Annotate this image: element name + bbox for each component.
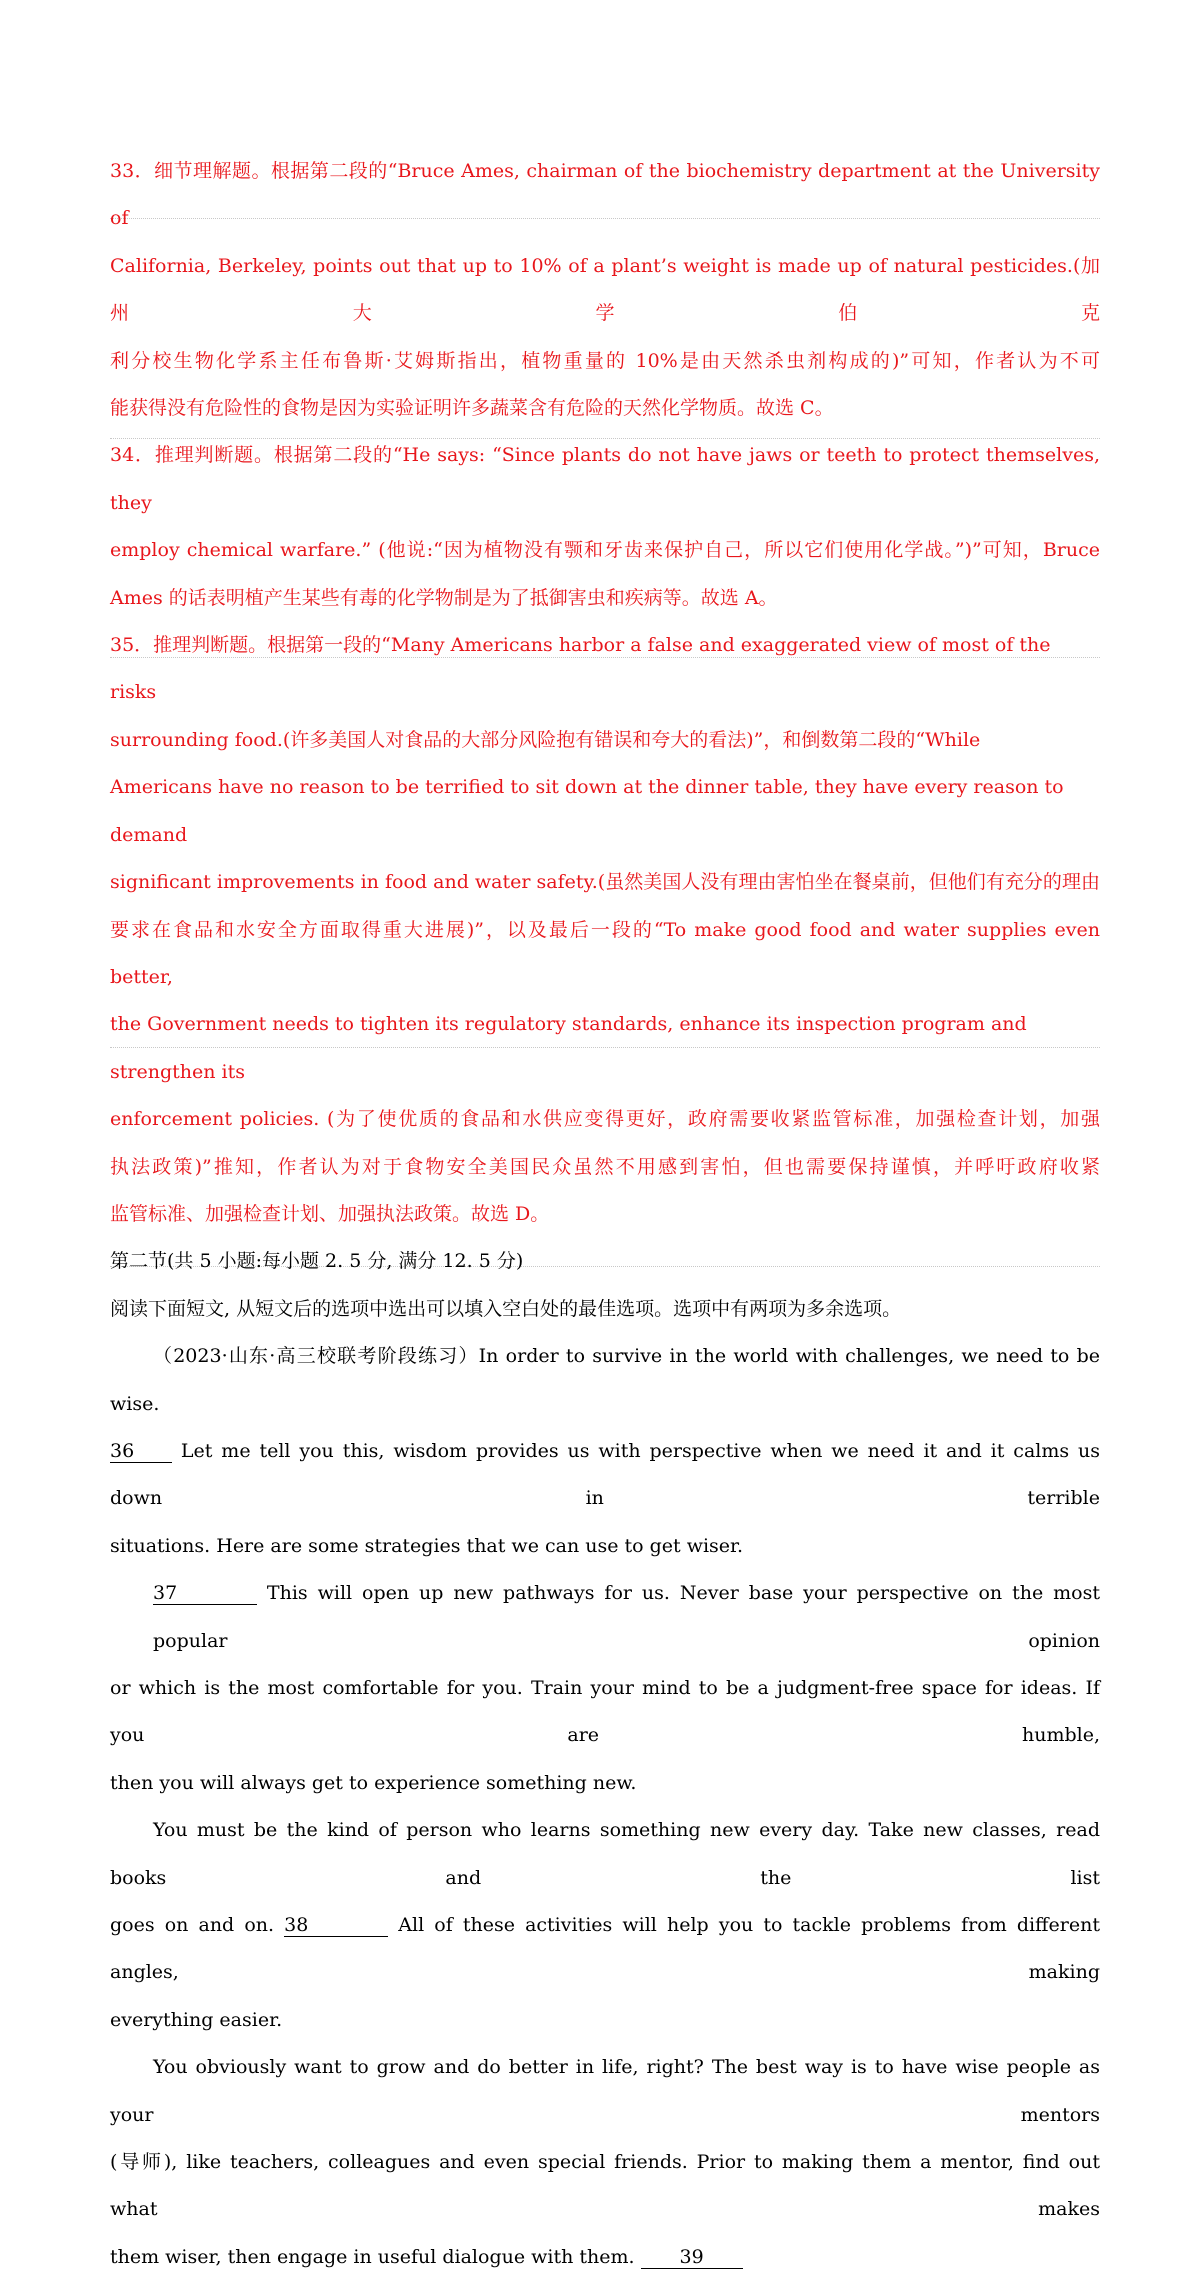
text-line: 35．推理判断题。根据第一段的“Many Americans harbor a false and exaggerated view of most of the risks bbox=[110, 634, 1051, 704]
passage-line: (导师), like teachers, colleagues and even special friends. Prior to making them a mentor, find out what makes bbox=[110, 2151, 1100, 2221]
text-line: 要求在食品和水安全方面取得重大进展)”，以及最后一段的“To make good food and water supplies even better, bbox=[110, 918, 1100, 988]
passage-line bbox=[110, 1902, 1100, 1997]
passage-line: （2023·山东·高三校联考阶段练习）In order to survive in the world with challenges, we need to be wise. bbox=[110, 1345, 1100, 1415]
text-line: California, Berkeley, points out that up to 10% of a plant’s weight is made up of natural pesticides.(加州大学伯克 bbox=[110, 254, 1100, 325]
text-line: Americans have no reason to be terrified to sit down at the dinner table, they have every reason to demand bbox=[110, 776, 1064, 846]
passage bbox=[110, 1333, 1100, 2281]
passage-text: All of these activities will help you to tackle problems from different angles, making bbox=[110, 1914, 1101, 1984]
passage-text: them wiser, then engage in useful dialogue with them. bbox=[110, 2245, 641, 2268]
passage-line bbox=[110, 1570, 1100, 1665]
passage-line: or which is the most comfortable for you. Train your mind to be a judgment-free space for ideas. If you are humble, bbox=[110, 1677, 1100, 1747]
text-line: 34．推理判断题。根据第二段的“He says: “Since plants do not have jaws or teeth to protect themselves, they bbox=[110, 444, 1100, 514]
text-line: significant improvements in food and water safety.(虽然美国人没有理由害怕坐在餐桌前，但他们有充分的理由 bbox=[110, 871, 1100, 894]
section-heading: 第二节(共 5 小题:每小题 2. 5 分, 满分 12. 5 分) bbox=[110, 1250, 524, 1273]
passage-text: goes on and on. bbox=[110, 1914, 285, 1937]
text-line: 利分校生物化学系主任布鲁斯·艾姆斯指出，植物重量的 10%是由天然杀虫剂构成的)”可知，作者认为不可 bbox=[110, 349, 1100, 372]
answer-explanation-34 bbox=[110, 432, 1100, 622]
passage-line bbox=[110, 1428, 1100, 1523]
answer-explanation-35 bbox=[110, 622, 1100, 1238]
text-line: Ames 的话表明植产生某些有毒的化学物制是为了抵御害虫和疾病等。故选 A。 bbox=[110, 586, 778, 609]
passage-line: everything easier. bbox=[110, 2008, 283, 2031]
blank-39: 39 bbox=[641, 2246, 743, 2269]
blank-36: 36 bbox=[110, 1440, 172, 1463]
text-line: 监管标准、加强检查计划、加强执法政策。故选 D。 bbox=[110, 1202, 550, 1225]
passage-line: situations. Here are some strategies that we can use to get wiser. bbox=[110, 1534, 744, 1557]
passage-line: You obviously want to grow and do better in life, right? The best way is to have wise people as your mentors bbox=[110, 2056, 1100, 2126]
passage-line: then you will always get to experience something new. bbox=[110, 1771, 637, 1794]
blank-37: 37 bbox=[153, 1582, 257, 1605]
text-line: enforcement policies. (为了使优质的食品和水供应变得更好，政府需要收紧监管标准，加强检查计划，加强 bbox=[110, 1108, 1100, 1131]
text-line: the Government needs to tighten its regulatory standards, enhance its inspection program and strengthen its bbox=[110, 1013, 1027, 1083]
document-body bbox=[110, 148, 1100, 2281]
text-line: 能获得没有危险性的食物是因为实验证明许多蔬菜含有危险的天然化学物质。故选 C。 bbox=[110, 397, 834, 420]
blank-38: 38 bbox=[284, 1914, 388, 1937]
text-line: surrounding food.(许多美国人对食品的大部分风险抱有错误和夸大的看法)”，和倒数第二段的“While bbox=[110, 728, 981, 751]
text-line: 执法政策)”推知，作者认为对于食物安全美国民众虽然不用感到害怕，但也需要保持谨慎，并呼吁政府收紧 bbox=[110, 1155, 1100, 1178]
answer-explanation-33 bbox=[110, 148, 1100, 432]
passage-text: This will open up new pathways for us. Never base your perspective on the most popular opinion bbox=[153, 1582, 1100, 1652]
text-line: 33．细节理解题。根据第二段的“Bruce Ames, chairman of the biochemistry department at the University of bbox=[110, 160, 1100, 230]
section-instruction: 阅读下面短文, 从短文后的选项中选出可以填入空白处的最佳选项。选项中有两项为多余选项。 bbox=[110, 1297, 902, 1320]
passage-line bbox=[110, 2234, 1100, 2281]
passage-text: Let me tell you this, wisdom provides us with perspective when we need it and it calms us down in terrible bbox=[110, 1439, 1100, 1510]
passage-line: You must be the kind of person who learns something new every day. Take new classes, read books and the list bbox=[110, 1819, 1100, 1889]
text-line: employ chemical warfare.” (他说:“因为植物没有颚和牙齿来保护自己，所以它们使用化学战。”)”可知，Bruce bbox=[110, 539, 1100, 562]
